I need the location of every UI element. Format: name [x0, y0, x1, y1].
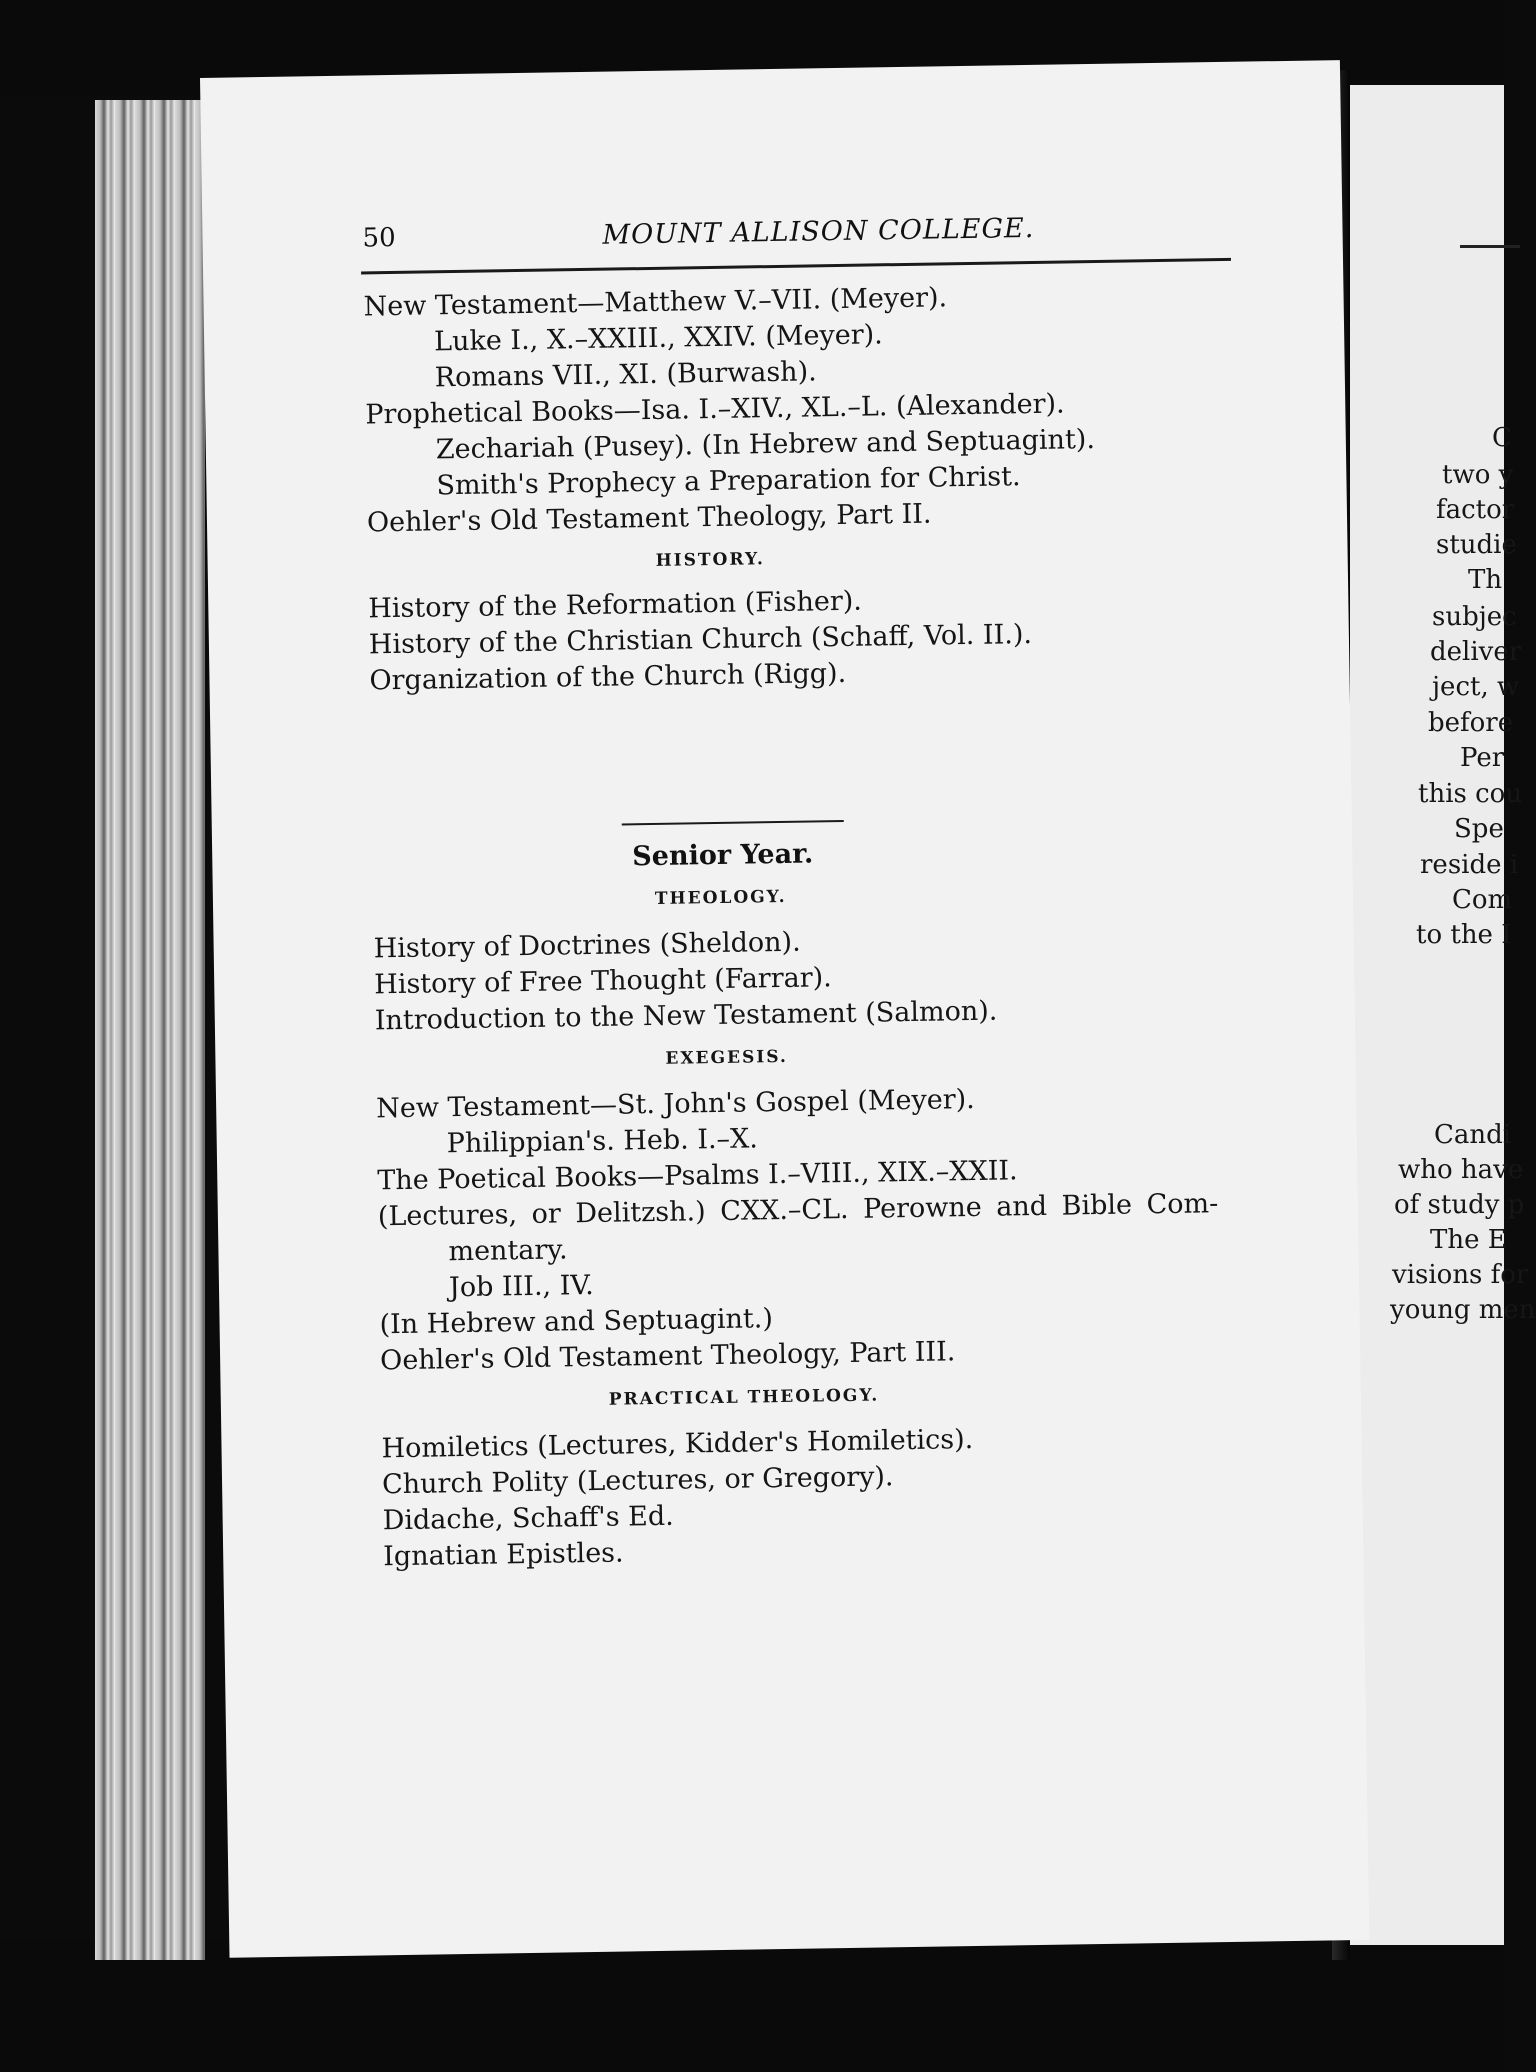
- text-line: Smith's Prophecy a Preparation for Christ.: [436, 461, 1021, 502]
- text-line: New Testament—Matthew V.–VII. (Meyer).: [363, 282, 948, 323]
- facing-line: of study p: [1394, 1190, 1525, 1220]
- text-line: Didache, Schaff's Ed.: [382, 1500, 674, 1537]
- text-line: (Lectures, or Delitzsh.) CXX.–CL. Perowne and Bible Com-: [377, 1188, 1219, 1233]
- page-edges: [95, 100, 205, 1960]
- text-line: Philippian's. Heb. I.–X.: [446, 1123, 759, 1160]
- text-line: Introduction to the New Testament (Salmon).: [374, 995, 998, 1037]
- facing-page: [1350, 85, 1536, 1945]
- facing-line: factor: [1436, 495, 1515, 525]
- facing-line: who have: [1398, 1155, 1524, 1185]
- text-line: Romans VII., XI. (Burwash).: [434, 356, 817, 394]
- text-line: History of the Christian Church (Schaff, Vol. II.).: [368, 619, 1033, 661]
- text-line: Ignatian Epistles.: [383, 1537, 624, 1573]
- section-heading-exegesis: EXEGESIS.: [665, 1046, 789, 1069]
- text-line: Organization of the Church (Rigg).: [369, 657, 847, 697]
- facing-line: The E: [1430, 1225, 1507, 1255]
- section-heading-theology: THEOLOGY.: [654, 886, 787, 909]
- facing-line: deliver: [1430, 637, 1522, 667]
- page-number: 50: [362, 222, 396, 254]
- section-heading-practical-theology: PRACTICAL THEOLOGY.: [608, 1385, 880, 1410]
- text-line: mentary.: [448, 1234, 568, 1268]
- text-line: Job III., IV.: [448, 1269, 594, 1304]
- text-line: (In Hebrew and Septuagint.): [379, 1303, 774, 1341]
- text-line: History of the Reformation (Fisher).: [368, 585, 863, 625]
- text-line: History of Doctrines (Sheldon).: [373, 926, 801, 965]
- facing-line: Th: [1468, 565, 1503, 595]
- facing-page-rule: [1460, 245, 1520, 248]
- page-header: [362, 210, 1223, 264]
- text-line: Oehler's Old Testament Theology, Part II.: [366, 498, 932, 539]
- facing-line: reside i: [1420, 850, 1519, 880]
- facing-line: ject, w: [1432, 672, 1520, 702]
- section-divider: [622, 820, 844, 825]
- facing-line: visions for: [1392, 1260, 1529, 1290]
- text-line: Oehler's Old Testament Theology, Part III.: [379, 1336, 956, 1377]
- text-line: New Testament—St. John's Gospel (Meyer).: [375, 1083, 976, 1125]
- facing-line: subjec: [1432, 602, 1517, 632]
- senior-year-title: Senior Year.: [632, 838, 814, 873]
- text-line: Homiletics (Lectures, Kidder's Homiletics).: [381, 1424, 974, 1465]
- facing-line: young men: [1390, 1295, 1536, 1325]
- facing-line: studie: [1436, 530, 1517, 560]
- text-line: History of Free Thought (Farrar).: [374, 962, 832, 1001]
- facing-line: to the I: [1416, 920, 1512, 950]
- text-line: Luke I., X.–XXIII., XXIV. (Meyer).: [433, 319, 883, 358]
- facing-line: Spe: [1454, 814, 1504, 844]
- text-line: Prophetical Books—Isa. I.–XIV., XL.–L. (Alexander).: [365, 388, 1065, 431]
- scan-border-bottom: [0, 1940, 1504, 2072]
- facing-line: Per: [1460, 743, 1505, 773]
- text-line: Zechariah (Pusey). (In Hebrew and Septuagint).: [435, 423, 1096, 466]
- book-page: [200, 60, 1369, 1958]
- section-heading-history: HISTORY.: [655, 549, 766, 571]
- facing-line: before: [1428, 708, 1514, 738]
- facing-line: Candi: [1434, 1120, 1512, 1150]
- running-title: MOUNT ALLISON COLLEGE.: [602, 212, 1035, 251]
- facing-line: C: [1492, 423, 1512, 453]
- facing-line: this cou: [1418, 779, 1523, 809]
- text-line: Church Polity (Lectures, or Gregory).: [381, 1461, 894, 1501]
- text-line: The Poetical Books—Psalms I.–VIII., XIX.–XXII.: [377, 1155, 1018, 1197]
- facing-line: two y: [1442, 460, 1514, 490]
- facing-line: Com: [1452, 885, 1513, 915]
